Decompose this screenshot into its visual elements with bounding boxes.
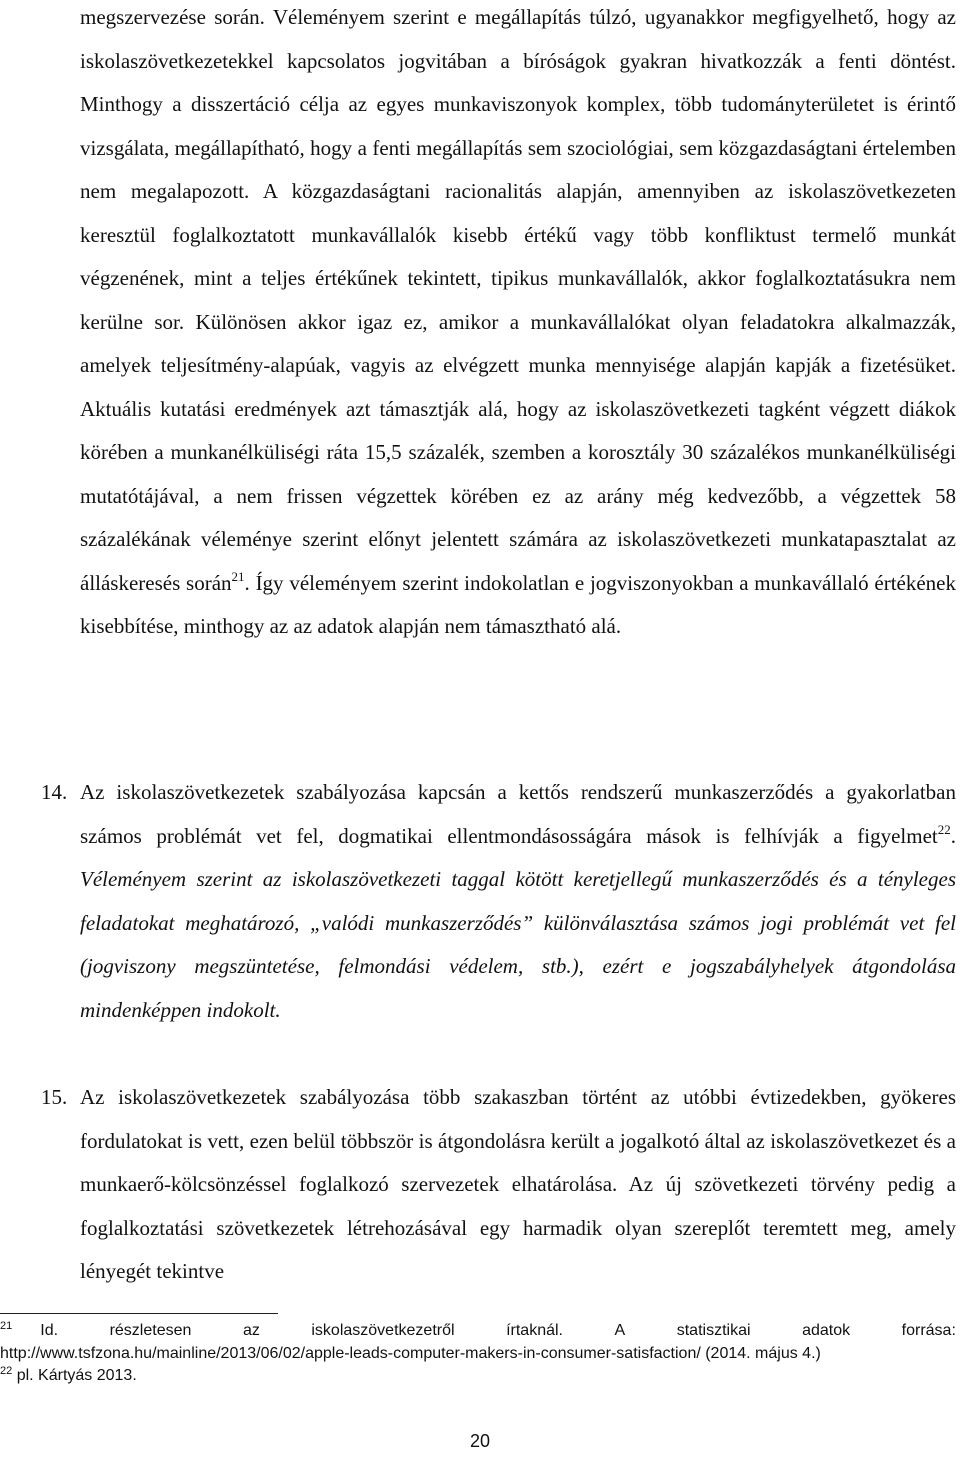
item-number: 14. — [41, 780, 68, 804]
item-14-italic-text: Véleményem szerint az iskolaszövetkezeti taggal kötött keretjellegű munkaszerződés és a tényleges feladatokat meghatározó, „valódi munkaszerződés” különválasztása számos jogi problémát vet fel (jogviszony megszüntetése, felmondási védelem, stb.), ezért e jogszabályhelyek átgondolása mindenképpen indokolt. — [80, 867, 956, 1022]
footnote-21-word: részletesen — [109, 1322, 192, 1339]
footnote-21-word: iskolaszövetkezetről — [311, 1322, 455, 1339]
page-number: 20 — [469, 1431, 491, 1451]
footnote-ref-22[interactable]: 22 — [937, 821, 951, 837]
footnotes — [0, 1320, 956, 1388]
item-14-text: Az iskolaszövetkezetek szabályozása kapcsán a kettős rendszerű munkaszerződés a gyakorlatban számos problémát vet fel, dogmatikai ellentmondásosságára mások is felhívják a figyelmet — [80, 780, 956, 848]
intro-text-a: megszervezése során. Véleményem szerint e megállapítás túlzó, ugyanakkor megfigyelhető, hogy az iskolaszövetkezetekkel kapcsolatos jogvitában a bíróságok gyakran hivatkozzák a fenti döntést. Minthogy a disszertáció célja az egyes munkaviszonyok komplex, több tudományterületet is érintő vizsgálata, megállapítható, hogy a fenti megállapítás sem szociológiai, sem közgazdaságtani értelemben nem megalapozott. A közgazdaságtani racionalitás alapján, amennyiben az iskolaszövetkezeten keresztül foglalkoztatott munkavállalók kisebb értékű vagy több konfliktust termelő munkát végzenének, mint a teljes értékűnek tekintett, tipikus munkavállalók, akkor foglalkoztatásukra nem kerülne sor. Különösen akkor igaz ez, amikor a munkavállalókat olyan feladatokra alkalmazzák, amelyek teljesítmény-alapúak, vagyis az elvégzett munka mennyisége alapján kapják a fizetésüket. Aktuális kutatási eredmények azt támasztják alá, hogy az iskolaszövetkezeti tagként végzett diákok körében a munkanélküliségi ráta 15,5 százalék, szemben a korosztály 30 százalékos munkanélküliségi mutatótájával, a nem frissen végzettek körében ez az arány még kedvezőbb, a végzettek 58 százalékának véleménye szerint előnyt jelentett számára az iskolaszövetkezeti munkatapasztalat az álláskeresés során — [80, 5, 956, 595]
footnote-22-number: 22 — [0, 1365, 13, 1377]
footnote-21-word: adatok — [802, 1322, 851, 1339]
footnote-21-word: az — [242, 1322, 260, 1339]
intro-text-b: . Így véleményem szerint indokolatlan e jogviszonyokban a munkavállaló értékének kisebbítése, minthogy az az adatok alapján nem támasztható alá. — [80, 570, 956, 638]
footnote-21-word: statisztikai — [676, 1322, 751, 1339]
footnote-21-source-link[interactable]: http://www.tsfzona.hu/mainline/2013/06/02/apple-leads-computer-makers-in-consumer-satisfaction/ (2014. május 4.) — [0, 1344, 821, 1362]
footnote-22-text: pl. Kártyás 2013. — [16, 1367, 137, 1384]
footnote-22 — [0, 1365, 956, 1388]
item-14-body: Az iskolaszövetkezetek szabályozása kapcsán a kettős rendszerű munkaszerződés a gyakorlatban számos problémát vet fel, dogmatikai ellentmondásosságára mások is felhívják a figyelmet$^{22}$. Véleményem szerint az iskolaszövetkezeti taggal kötött keretjellegű munkaszerződés és a tényleges feladatokat meghatározó, „valódi munkaszerződés” különválasztása számos jogi problémát vet fel (jogviszony megszüntetése, felmondási védelem, stb.), ezért e jogszabályhelyek átgondolása mindenképpen indokolt. — [80, 780, 956, 1022]
item-number: 15. — [41, 1085, 68, 1109]
item-15-body: Az iskolaszövetkezetek szabályozása több szakaszban történt az utóbbi évtizedekben, gyökeres fordulatokat is vett, ezen belül többször is átgondolásra került a jogalkotó által az iskolaszövetkezet és a munkaerő-kölcsönzéssel foglalkozó szervezetek elhatárolása. Az új szövetkezeti törvény pedig a foglalkoztatási szövetkezetek létrehozásával egy harmadik olyan szereplőt teremtett meg, amely lényegét tekintve — [80, 1085, 956, 1283]
footnote-21-number: 21 — [0, 1320, 13, 1332]
footnote-ref-21[interactable]: 21 — [231, 568, 245, 584]
footnote-21 — [0, 1320, 956, 1365]
footnote-divider — [0, 1313, 278, 1314]
footnote-21-word: A — [614, 1322, 626, 1339]
footnote-21-word: írtaknál. — [506, 1322, 563, 1339]
footnote-21-word: $^{21}$ Id. — [0, 1320, 59, 1339]
footnote-21-first-line — [0, 1320, 956, 1343]
footnote-21-word: forrása: — [901, 1322, 956, 1339]
intro-paragraph — [80, 0, 956, 649]
